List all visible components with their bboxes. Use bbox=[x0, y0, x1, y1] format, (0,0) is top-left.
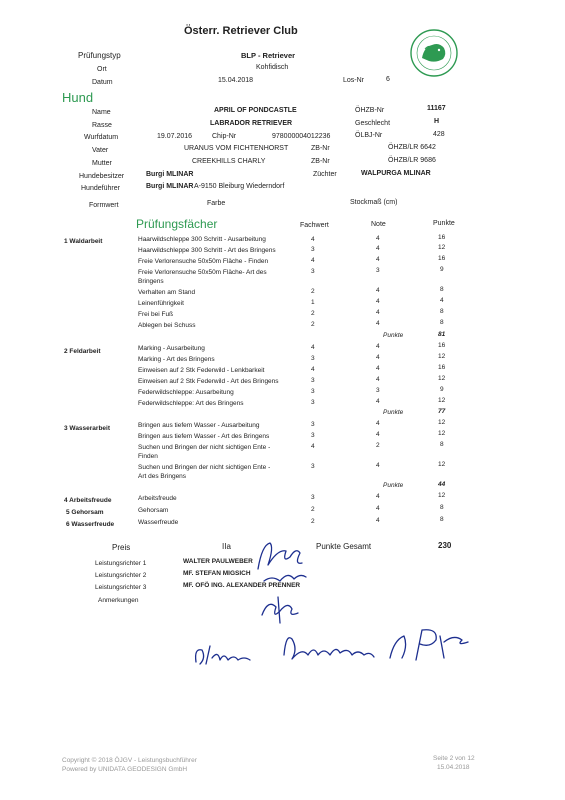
col-punkte-header: Punkte bbox=[433, 220, 455, 227]
note-cell: 4 bbox=[376, 235, 380, 242]
losnr-label: Los-Nr bbox=[343, 77, 365, 84]
subtotal-value: 81 bbox=[438, 331, 446, 338]
pruefungstyp-label: Prüfungstyp bbox=[78, 51, 121, 60]
punkte-cell: 8 bbox=[440, 286, 444, 293]
note-cell: 4 bbox=[376, 376, 380, 383]
table-row-label: Gehorsam bbox=[138, 507, 169, 514]
col-note-header: Note bbox=[371, 221, 386, 228]
chipnr-value: 978000004012236 bbox=[272, 133, 331, 140]
punkte-cell: 4 bbox=[440, 297, 444, 304]
zb1-label: ZB-Nr bbox=[311, 145, 330, 152]
subtotal-label: Punkte bbox=[383, 409, 404, 416]
col-fachwert-header: Fachwert bbox=[300, 222, 329, 229]
punkte-cell: 9 bbox=[440, 266, 444, 273]
table-row-label: Ablegen bei Schuss bbox=[138, 322, 196, 329]
fachwert-cell: 3 bbox=[311, 494, 315, 501]
fachwert-cell: 4 bbox=[311, 443, 315, 450]
fachwert-cell: 4 bbox=[311, 344, 315, 351]
zb2-value: ÖHZB/LR 9686 bbox=[388, 157, 436, 164]
note-cell: 4 bbox=[376, 245, 380, 252]
punkte-cell: 12 bbox=[438, 461, 446, 468]
note-cell: 4 bbox=[376, 298, 380, 305]
punkte-cell: 12 bbox=[438, 492, 446, 499]
punkte-cell: 8 bbox=[440, 308, 444, 315]
fachwert-cell: 2 bbox=[311, 310, 315, 317]
fachwert-cell: 4 bbox=[311, 236, 315, 243]
group-name: 2 Feldarbeit bbox=[64, 348, 101, 355]
stockmass-label: Stockmaß (cm) bbox=[350, 199, 398, 206]
mutter-value: CREEKHILLS CHARLY bbox=[192, 158, 266, 165]
richter2-name: MF. STEFAN MIGSICH bbox=[183, 570, 251, 577]
farbe-label: Farbe bbox=[207, 200, 226, 207]
rasse-value: LABRADOR RETRIEVER bbox=[210, 120, 293, 127]
table-row-label: Suchen und Bringen der nicht sichtigen Ente - bbox=[138, 464, 271, 471]
subtotal-value: 44 bbox=[438, 481, 446, 488]
signature-3 bbox=[190, 640, 260, 670]
table-row-label: Haarwildschleppe 300 Schritt - Art des Bringens bbox=[138, 247, 276, 254]
fachwert-cell: 3 bbox=[311, 432, 315, 439]
table-row-label-cont: Art des Bringens bbox=[138, 473, 187, 480]
footer-date: 15.04.2018 bbox=[437, 764, 470, 771]
table-row-label: Haarwildschleppe 300 Schritt - Ausarbeitung bbox=[138, 236, 266, 243]
punkte-cell: 8 bbox=[440, 441, 444, 448]
note-cell: 4 bbox=[376, 365, 380, 372]
table-row-label: Verhalten am Stand bbox=[138, 289, 196, 296]
note-cell: 4 bbox=[376, 517, 380, 524]
note-cell: 4 bbox=[376, 431, 380, 438]
oelbj-value: 428 bbox=[433, 131, 445, 138]
fachwert-cell: 3 bbox=[311, 388, 315, 395]
hundefuehrer-address: A-9150 Bleiburg Wiederndorf bbox=[194, 183, 285, 190]
table-row-label: Arbeitsfreude bbox=[138, 495, 177, 502]
fachwert-cell: 4 bbox=[311, 257, 315, 264]
richter1-label: Leistungsrichter 1 bbox=[95, 560, 147, 567]
note-cell: 3 bbox=[376, 387, 380, 394]
punkte-gesamt-label: Punkte Gesamt bbox=[316, 542, 372, 551]
fachwert-cell: 2 bbox=[311, 518, 315, 525]
richter3-name: MF. OFÖ ING. ALEXANDER PRENNER bbox=[183, 582, 301, 589]
table-row-label-cont: Finden bbox=[138, 453, 158, 460]
subtotal-label: Punkte bbox=[383, 332, 404, 339]
note-cell: 4 bbox=[376, 505, 380, 512]
geschlecht-label: Geschlecht bbox=[355, 120, 391, 127]
signature-1 bbox=[250, 535, 310, 595]
group-name: 6 Wasserfreude bbox=[66, 521, 115, 528]
punkte-cell: 12 bbox=[438, 375, 446, 382]
fachwert-cell: 2 bbox=[311, 288, 315, 295]
hundebesitzer-label: Hundebesitzer bbox=[79, 173, 125, 180]
table-row-label: Bringen aus tiefem Wasser - Art des Bringens bbox=[138, 433, 270, 440]
punkte-cell: 16 bbox=[438, 234, 446, 241]
punkte-cell: 12 bbox=[438, 430, 446, 437]
fachwert-cell: 2 bbox=[311, 506, 315, 513]
footer-powered: Powered by UNIDATA GEODESIGN GmbH bbox=[62, 766, 188, 773]
preis-value: IIa bbox=[222, 542, 231, 551]
zb2-label: ZB-Nr bbox=[311, 158, 330, 165]
note-cell: 4 bbox=[376, 256, 380, 263]
richter1-name: WALTER PAULWEBER bbox=[183, 558, 253, 565]
table-row-label: Federwildschleppe: Ausarbeitung bbox=[138, 389, 234, 396]
table-row-label: Federwildschleppe: Art des Bringens bbox=[138, 400, 244, 407]
zuechter-value: WALPURGA MLINAR bbox=[361, 170, 431, 177]
table-row-label: Marking - Ausarbeitung bbox=[138, 345, 205, 352]
club-title: Österr. Retriever Club bbox=[184, 25, 298, 37]
footer-copyright: Copyright © 2018 ÖJGV - Leistungsbuchführer bbox=[62, 757, 197, 764]
fachwert-cell: 3 bbox=[311, 399, 315, 406]
zb1-value: ÖHZB/LR 6642 bbox=[388, 144, 436, 151]
note-cell: 4 bbox=[376, 309, 380, 316]
table-row-label: Einweisen auf 2 Stk Federwild - Lenkbarkeit bbox=[138, 367, 265, 374]
preis-label: Preis bbox=[112, 543, 131, 552]
losnr-value: 6 bbox=[386, 76, 390, 83]
table-row-label-cont: Bringens bbox=[138, 278, 164, 285]
datum-label: Datum bbox=[92, 79, 113, 86]
name-value: APRIL OF PONDCASTLE bbox=[214, 107, 297, 114]
fachwert-cell: 3 bbox=[311, 377, 315, 384]
footer-page: Seite 2 von 12 bbox=[433, 755, 475, 762]
table-row-label: Suchen und Bringen der nicht sichtigen Ente - bbox=[138, 444, 271, 451]
richter2-label: Leistungsrichter 2 bbox=[95, 572, 147, 579]
note-cell: 4 bbox=[376, 343, 380, 350]
fachwert-cell: 2 bbox=[311, 321, 315, 328]
punkte-cell: 16 bbox=[438, 342, 446, 349]
fachwert-cell: 3 bbox=[311, 421, 315, 428]
wurfdatum-label: Wurfdatum bbox=[84, 134, 119, 141]
datum-value: 15.04.2018 bbox=[218, 77, 254, 84]
oelbj-label: ÖLBJ-Nr bbox=[355, 132, 383, 139]
subtotal-value: 77 bbox=[438, 408, 446, 415]
table-row-label: Einweisen auf 2 Stk Federwild - Art des Bringens bbox=[138, 378, 279, 385]
table-row-label: Freie Verlorensuche 50x50m Fläche - Finden bbox=[138, 258, 269, 265]
zuechter-label: Züchter bbox=[313, 171, 337, 178]
richter3-label: Leistungsrichter 3 bbox=[95, 584, 147, 591]
fachwert-cell: 3 bbox=[311, 268, 315, 275]
club-logo bbox=[409, 28, 459, 78]
pruefungstyp-value: BLP - Retriever bbox=[241, 51, 296, 60]
formwert-label: Formwert bbox=[89, 202, 119, 209]
ort-value: Kohfidisch bbox=[256, 64, 289, 71]
note-cell: 4 bbox=[376, 493, 380, 500]
fachwert-cell: 4 bbox=[311, 366, 315, 373]
signature-4 bbox=[278, 625, 378, 670]
rasse-label: Rasse bbox=[92, 122, 112, 129]
signature-5 bbox=[382, 622, 472, 667]
oehzb-label: ÖHZB-Nr bbox=[355, 107, 385, 114]
table-row-label: Freie Verlorensuche 50x50m Fläche- Art des bbox=[138, 269, 267, 276]
fachwert-cell: 3 bbox=[311, 463, 315, 470]
group-name: 4 Arbeitsfreude bbox=[64, 497, 112, 504]
fachwert-cell: 3 bbox=[311, 355, 315, 362]
table-row-label: Leinenführigkeit bbox=[138, 300, 184, 307]
table-row-label: Frei bei Fuß bbox=[138, 311, 174, 318]
hundefuehrer-label: Hundeführer bbox=[81, 185, 120, 192]
hundebesitzer-value: Burgi MLINAR bbox=[146, 171, 194, 178]
hundefuehrer-value: Burgi MLINAR bbox=[146, 183, 194, 190]
vater-label: Vater bbox=[92, 147, 109, 154]
note-cell: 4 bbox=[376, 462, 380, 469]
name-label: Name bbox=[92, 109, 111, 116]
note-cell: 4 bbox=[376, 420, 380, 427]
note-cell: 4 bbox=[376, 320, 380, 327]
pruefungsfaecher-title: Prüfungsfächer bbox=[136, 217, 218, 231]
fachwert-cell: 3 bbox=[311, 246, 315, 253]
punkte-gesamt-value: 230 bbox=[438, 541, 452, 550]
punkte-cell: 12 bbox=[438, 397, 446, 404]
punkte-cell: 12 bbox=[438, 353, 446, 360]
punkte-cell: 12 bbox=[438, 244, 446, 251]
note-cell: 3 bbox=[376, 267, 380, 274]
note-cell: 4 bbox=[376, 398, 380, 405]
subtotal-label: Punkte bbox=[383, 482, 404, 489]
wurfdatum-value: 19.07.2016 bbox=[157, 133, 193, 140]
fachwert-cell: 1 bbox=[311, 299, 315, 306]
punkte-cell: 8 bbox=[440, 516, 444, 523]
vater-value: URANUS VOM FICHTENHORST bbox=[184, 145, 289, 152]
punkte-cell: 8 bbox=[440, 504, 444, 511]
chipnr-label: Chip-Nr bbox=[212, 133, 237, 140]
note-cell: 2 bbox=[376, 442, 380, 449]
table-row-label: Wasserfreude bbox=[138, 519, 179, 526]
group-name: 5 Gehorsam bbox=[66, 509, 104, 516]
punkte-cell: 16 bbox=[438, 364, 446, 371]
signature-2 bbox=[258, 595, 303, 625]
anmerkungen-label: Anmerkungen bbox=[98, 597, 139, 604]
geschlecht-value: H bbox=[434, 118, 440, 125]
ort-label: Ort bbox=[97, 66, 107, 73]
punkte-cell: 12 bbox=[438, 419, 446, 426]
punkte-cell: 9 bbox=[440, 386, 444, 393]
note-cell: 4 bbox=[376, 287, 380, 294]
table-row-label: Marking - Art des Bringens bbox=[138, 356, 215, 363]
punkte-cell: 8 bbox=[440, 319, 444, 326]
hund-section-title: Hund bbox=[62, 90, 94, 105]
note-cell: 4 bbox=[376, 354, 380, 361]
group-name: 3 Wasserarbeit bbox=[64, 425, 111, 432]
punkte-cell: 16 bbox=[438, 255, 446, 262]
table-row-label: Bringen aus tiefem Wasser - Ausarbeitung bbox=[138, 422, 260, 429]
mutter-label: Mutter bbox=[92, 160, 112, 167]
oehzb-value: 11167 bbox=[427, 105, 446, 112]
group-name: 1 Waldarbeit bbox=[64, 238, 103, 245]
